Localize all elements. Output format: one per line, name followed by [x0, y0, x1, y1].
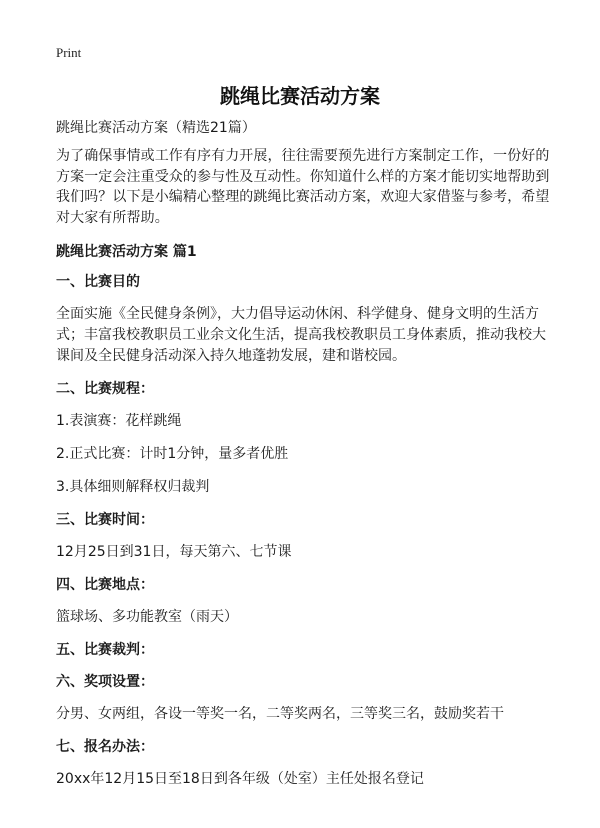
section-text: 全面实施《全民健身条例》，大力倡导运动休闲、科学健身、健身文明的生活方式；丰富我校教职员工业余文化生活，提高我校教职员工身体素质，推动我校大课间及全民健身活动深入持久地蓬勃发展，建和谐校园。	[56, 306, 546, 364]
section-text: 分男、女两组，各设一等奖一名，二等奖两名，三等奖三名，鼓励奖若干	[56, 706, 504, 722]
section-rules	[56, 379, 556, 497]
document-body	[56, 118, 556, 802]
section-place	[56, 575, 556, 627]
part-heading: 跳绳比赛活动方案 篇1	[56, 244, 197, 260]
rule-item: 1.表演赛：花样跳绳	[56, 413, 182, 429]
section-text: 20xx年12月15日至18日到各年级（处室）主任处报名登记	[56, 771, 424, 787]
section-heading: 六、奖项设置：	[56, 674, 154, 690]
section-heading: 一、比赛目的	[56, 274, 140, 290]
section-awards	[56, 672, 556, 724]
section-heading: 三、比赛时间：	[56, 512, 154, 528]
section-heading: 七、报名办法：	[56, 739, 154, 755]
section-referee	[56, 640, 556, 660]
intro-paragraph: 为了确保事情或工作有序有力开展，往往需要预先进行方案制定工作，一份好的方案一定会注重受众的参与性及互动性。你知道什么样的方案才能切实地帮助到我们吗？以下是小编精心整理的跳绳比赛活动方案，欢迎大家借鉴与参考，希望对大家有所帮助。	[56, 148, 550, 226]
document-subtitle: 跳绳比赛活动方案（精选21篇）	[56, 120, 256, 136]
rule-item: 3.具体细则解释权归裁判	[56, 479, 210, 495]
section-signup	[56, 737, 556, 789]
section-heading: 四、比赛地点：	[56, 577, 154, 593]
section-heading: 二、比赛规程：	[56, 381, 154, 397]
section-time	[56, 510, 556, 562]
rule-item: 2.正式比赛：计时1分钟，量多者优胜	[56, 446, 289, 462]
section-goal	[56, 272, 556, 367]
section-text: 12月25日到31日，每天第六、七节课	[56, 544, 292, 560]
document-title: 跳绳比赛活动方案	[220, 84, 380, 108]
section-text: 篮球场、多功能教室（雨天）	[56, 609, 238, 625]
print-link[interactable]: Print	[56, 45, 82, 60]
section-heading: 五、比赛裁判：	[56, 642, 154, 658]
